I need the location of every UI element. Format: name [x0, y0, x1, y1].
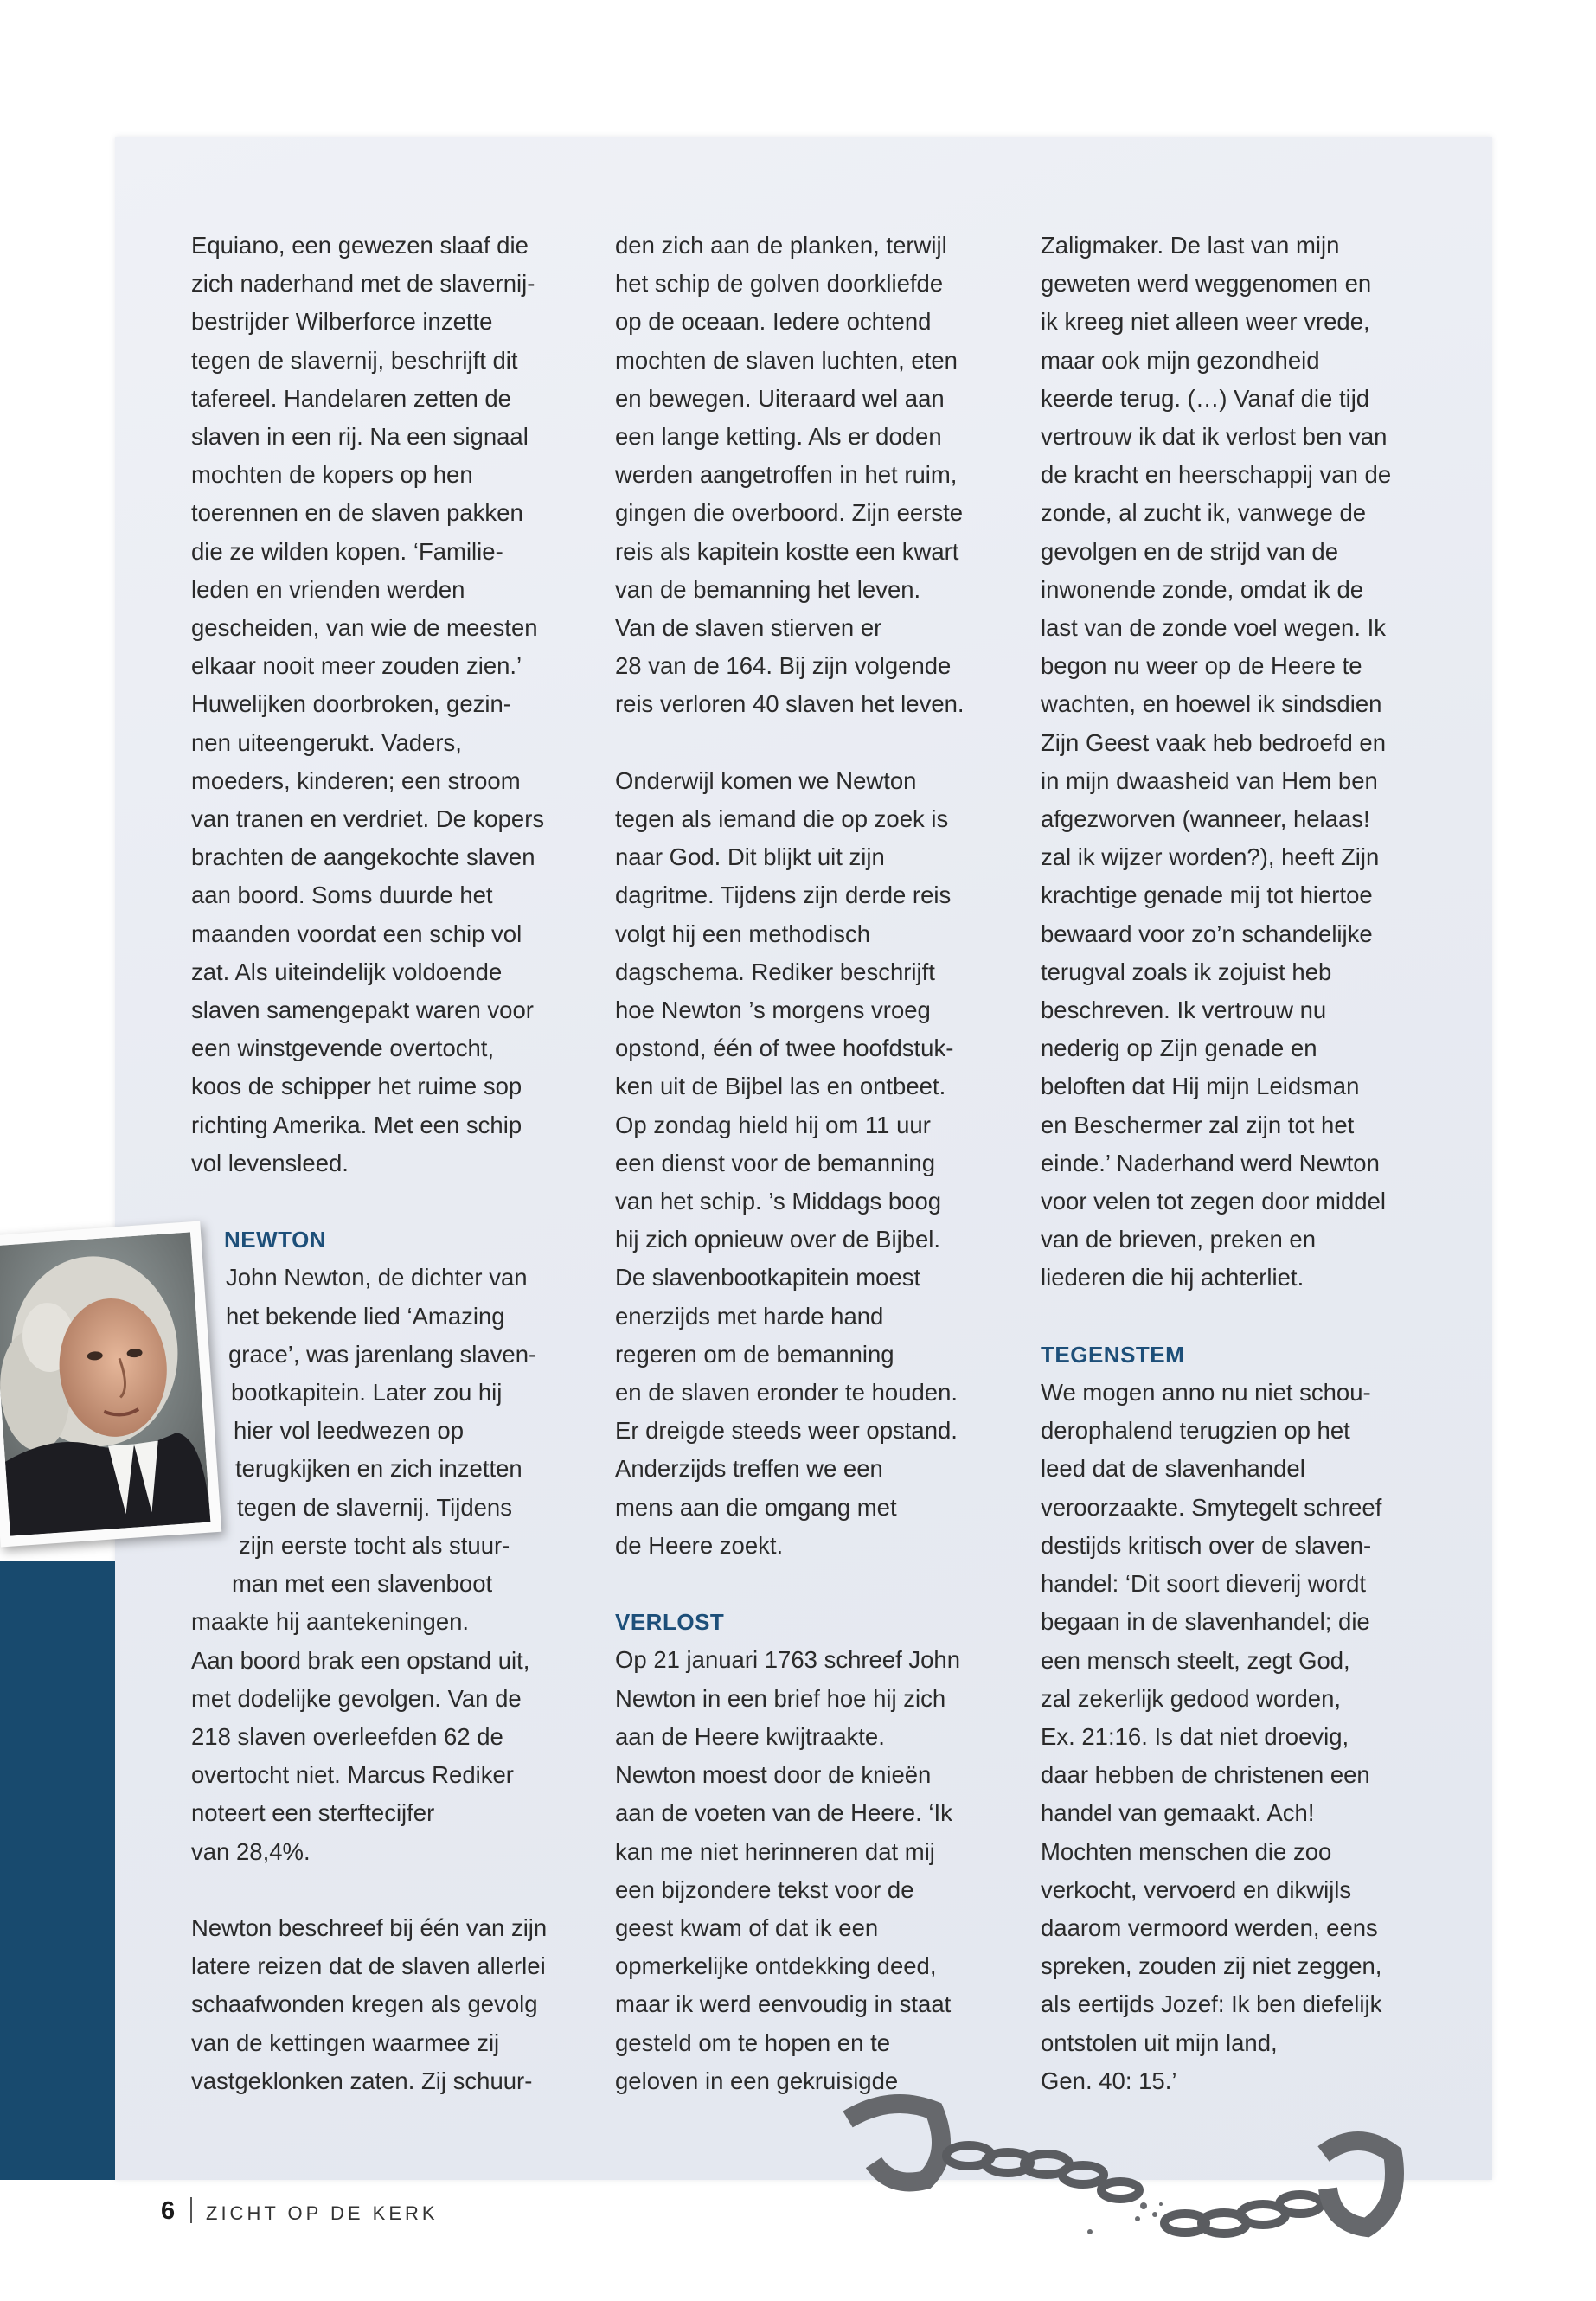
section-heading-tegenstem: TEGENSTEM: [1041, 1341, 1185, 1368]
text-line: man met een slavenboot: [232, 1570, 493, 1598]
paragraph: Zaligmaker. De last van mijn geweten werd weggenomen en ik kreeg niet alleen weer vrede, maar ook mijn gezondheid keerde terug. (…) Vanaf die tijd vertrouw ik dat ik verlost ben van de kracht en heerschappij van de zonde, al zucht ik, vanwege de gevolgen en de strijd van de inwonende zonde, omdat ik de last van de zonde voel wegen. Ik begon nu weer op de Heere te wachten, en hoewel ik sindsdien Zijn Geest vaak heb bedroefd en in mijn dwaasheid van Hem ben afgezworven (wanneer, helaas! zal ik wijzer worden?), heeft Zijn krachtige genade mij tot hiertoe bewaard voor zo’n schandelijke terugval zoals ik zojuist heb beschreven. Ik vertrouw nu nederig op Zijn genade en beloften dat Hij mijn Leidsman en Beschermer zal zijn tot het einde.’ Naderhand werd Newton voor velen tot zegen door middel van de brieven, preken en liederen die hij achterliet.: [1041, 232, 1392, 1292]
newton-paragraph: [191, 1259, 572, 1641]
paragraph: We mogen anno nu niet schou- derophalend terugzien op het leed dat de slavenhandel veroorzaakte. Smytegelt schreef destijds kritisch over de slaven- handel: ‘Dit soort dieverij wordt begaan in de slavenhandel; die een mensch steelt, zegt God, zal zekerlijk gedood worden, Ex. 21:16. Is dat niet droevig, daar hebben de christenen een handel van gemaakt. Ach! Mochten menschen die zoo verkocht, vervoerd en dikwijls daarom vermoord werden, eens spreken, zouden zij niet zeggen, als eertijds Jozef: Ik ben diefelijk ontstolen uit mijn land, Gen. 40: 15.’: [1041, 1379, 1382, 2094]
text-line: grace’, was jarenlang slaven-: [228, 1340, 537, 1368]
page-number: 6: [161, 2197, 176, 2225]
paragraph: Onderwijl komen we Newton tegen als iemand die op zoek is naar God. Dit blijkt uit zijn dagritme. Tijdens zijn derde reis volgt hij een methodisch dagschema. Rediker beschrijft hoe Newton ’s morgens vroeg opstond, één of twee hoofdstuk- ken uit de Bijbel las en ontbeet. Op zondag hield hij om 11 uur een dienst voor de bemanning van het schip. ’s Middags boog hij zich opnieuw over de Bijbel. De slavenbootkapitein moest enerzijds met harde hand regeren om de bemanning en de slaven eronder te houden. Er dreigde steeds weer opstand. Anderzijds treffen we een mens aan die omgang met de Heere zoekt.: [615, 766, 958, 1559]
broken-chains-illustration: [839, 2085, 1410, 2258]
text-line: het bekende lied ‘Amazing: [226, 1302, 505, 1330]
footer-divider: [190, 2197, 192, 2223]
portrait-image: [0, 1232, 210, 1535]
newton-portrait: [0, 1221, 221, 1548]
paragraph: Newton beschreef bij één van zijn latere reizen dat de slaven allerlei schaafwonden kregen als gevolg van de kettingen waarmee zij vastgeklonken zaten. Zij schuur-: [191, 1913, 548, 2094]
paragraph: Equiano, een gewezen slaaf die zich naderhand met de slavernij- bestrijder Wilberforce inzette tegen de slavernij, beschrijft dit tafereel. Handelaren zetten de slaven in een rij. Na een signaal mochten de kopers op hen toerennen en de slaven pakken die ze wilden kopen. ‘Familie- leden en vrienden werden gescheiden, van wie de meesten elkaar nooit meer zouden zien.’ Huwelijken doorbroken, gezin- nen uiteengerukt. Vaders, moeders, kinderen; een stroom van tranen en verdriet. De kopers brachten de aangekochte slaven aan boord. Soms duurde het maanden voordat een schip vol zat. Als uiteindelijk voldoende slaven samengepakt waren voor een winstgevende overtocht, koos de schipper het ruime sop richting Amerika. Met een schip vol levensleed.: [191, 232, 545, 1176]
text-line: zijn eerste tocht als stuur-: [239, 1531, 510, 1559]
text-line: hier vol leedwezen op: [234, 1417, 465, 1445]
publication-name: ZICHT OP DE KERK: [206, 2202, 439, 2224]
text-line: John Newton, de dichter van: [226, 1264, 528, 1292]
text-line: maakte hij aantekeningen.: [191, 1608, 470, 1636]
paragraph: Aan boord brak een opstand uit, met dodelijke gevolgen. Van de 218 slaven overleefden 62 de overtocht niet. Marcus Rediker noteert een sterftecijfer van 28,4%.: [191, 1646, 530, 1865]
column-3: [1041, 227, 1430, 2100]
section-heading-verlost: VERLOST: [615, 1609, 725, 1636]
column-2: [615, 227, 996, 2100]
text-line: bootkapitein. Later zou hij: [231, 1379, 503, 1407]
text-line: terugkijken en zich inzetten: [235, 1455, 522, 1483]
section-heading-newton: NEWTON: [224, 1227, 327, 1253]
paragraph: den zich aan de planken, terwijl het schip de golven doorkliefde op de oceaan. Iedere ochtend mochten de slaven luchten, eten en bewegen. Uiteraard wel aan een lange ketting. Als er doden werden aangetroffen in het ruim, gingen die overboord. Zijn eerste reis als kapitein kostte een kwart van de bemanning het leven. Van de slaven stierven er 28 van de 164. Bij zijn volgende reis verloren 40 slaven het leven.: [615, 232, 965, 718]
paragraph: Op 21 januari 1763 schreef John Newton in een brief hoe hij zich aan de Heere kwijtraakte. Newton moest door de knieën aan de voeten van de Heere. ‘Ik kan me niet herinneren dat mij een bijzondere tekst voor de geest kwam of dat ik een opmerkelijke ontdekking deed, maar ik werd eenvoudig in staat gesteld om te hopen en te geloven in een gekruisigde: [615, 1646, 961, 2094]
text-line: tegen de slavernij. Tijdens: [237, 1493, 512, 1521]
accent-bar: [0, 1561, 115, 2180]
column-1: [191, 227, 572, 2100]
